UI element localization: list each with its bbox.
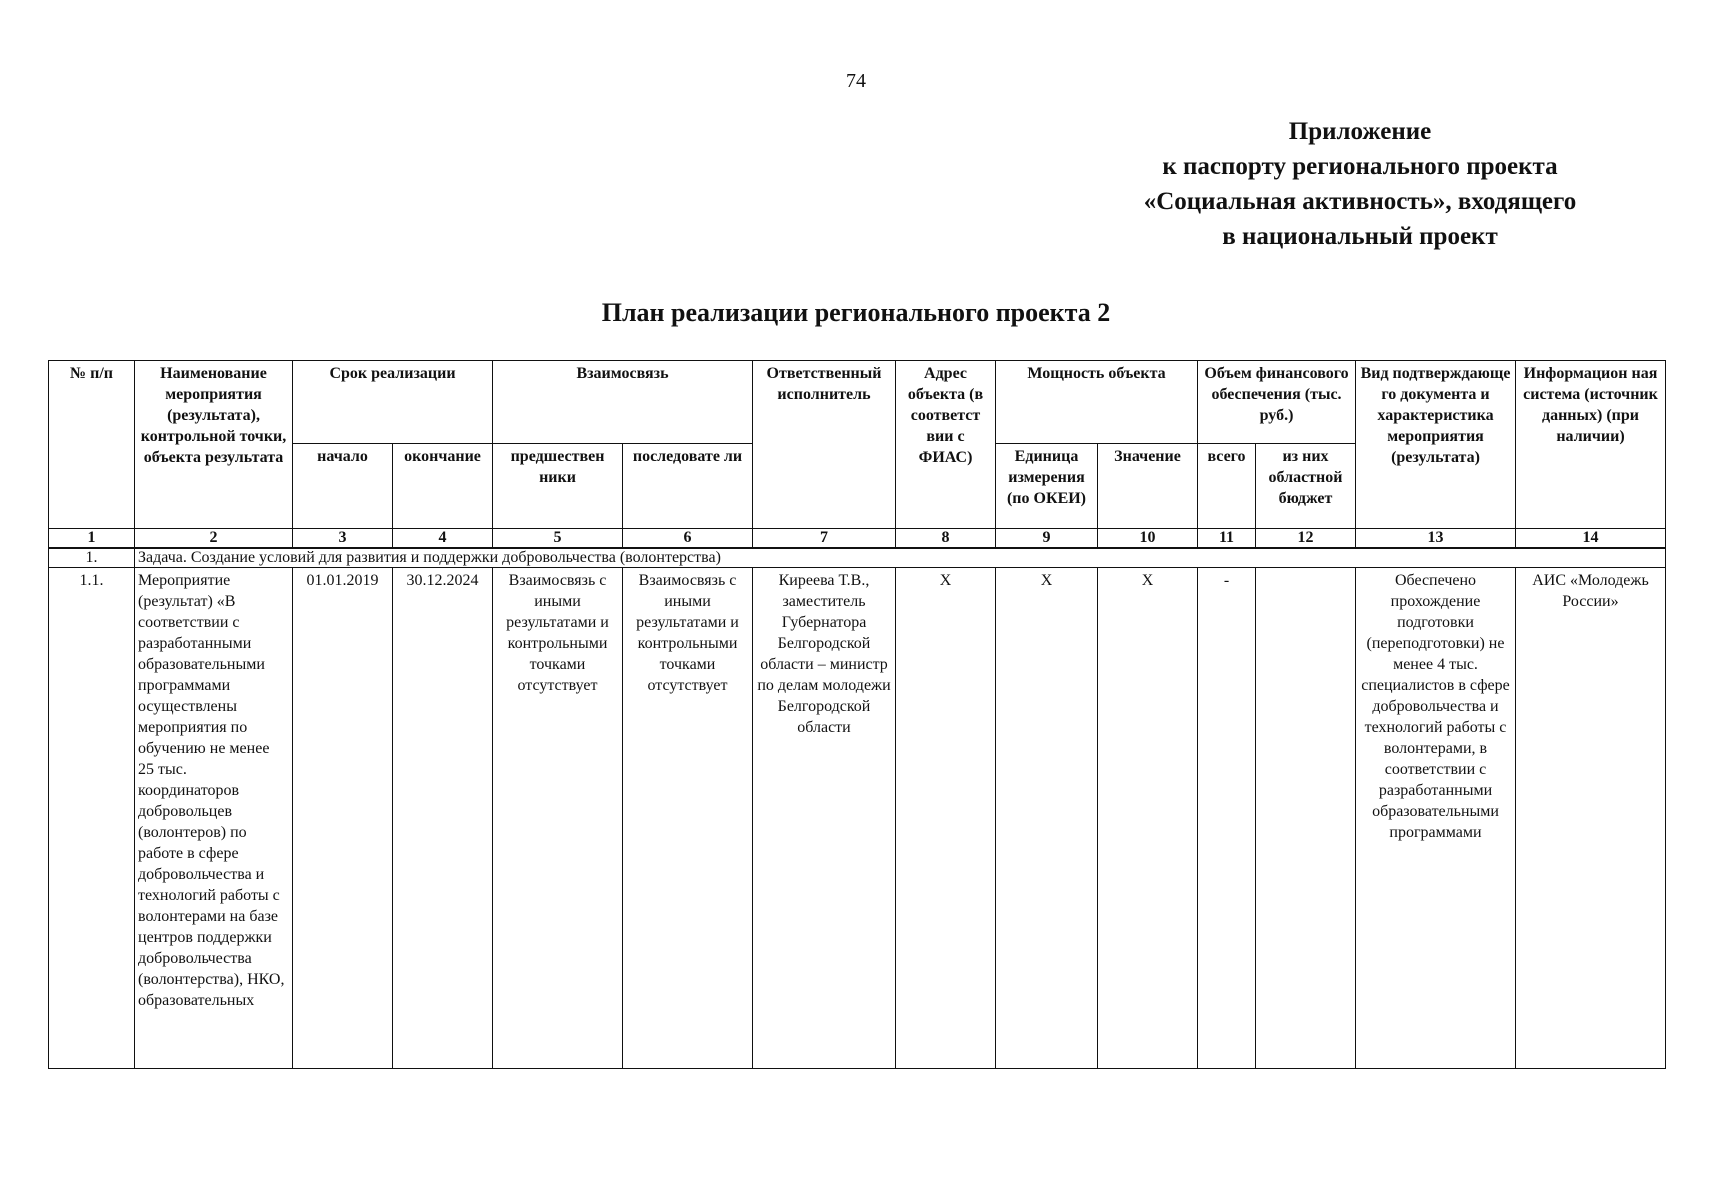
- row-finance-total: -: [1198, 568, 1256, 1069]
- row-name: Мероприятие (результат) «В соответствии с разработанными образовательными программами осуществлены мероприятия по обучению не менее 25 тыс. координаторов добровольцев (волонтеров) по работе в сфере добровольчества и технологий работы с волонтерами на базе центров поддержки добровольчества (волонтерства), НКО, образовательных: [135, 568, 293, 1069]
- header-term-start: начало: [293, 444, 393, 529]
- task-text: Задача. Создание условий для развития и поддержки добровольчества (волонтерства): [135, 548, 1666, 568]
- column-number: 10: [1098, 529, 1198, 549]
- header-relation-prev: предшествен ники: [493, 444, 623, 529]
- header-finance-total: всего: [1198, 444, 1256, 529]
- plan-table: [48, 360, 1666, 1069]
- column-number: 9: [996, 529, 1098, 549]
- appendix-line-2: к паспорту регионального проекта: [1162, 153, 1558, 180]
- row-value: X: [1098, 568, 1198, 1069]
- row-end-date: 30.12.2024: [393, 568, 493, 1069]
- header-document: Вид подтверждающе го документа и характеристика мероприятия (результата): [1356, 361, 1516, 529]
- header-responsible: Ответственный исполнитель: [753, 361, 896, 529]
- appendix-heading: [1080, 114, 1640, 254]
- column-number: 6: [623, 529, 753, 549]
- column-number: 12: [1256, 529, 1356, 549]
- appendix-line-1: Приложение: [1288, 118, 1432, 145]
- appendix-line-3: «Социальная активность», входящего: [1143, 188, 1577, 215]
- column-number: 7: [753, 529, 896, 549]
- column-number: 2: [135, 529, 293, 549]
- row-successors: Взаимосвязь с иными результатами и контрольными точками отсутствует: [623, 568, 753, 1069]
- header-finance: Объем финансового обеспечения (тыс. руб.): [1198, 361, 1356, 444]
- plan-title: План реализации регионального проекта 2: [601, 298, 1111, 327]
- task-num: 1.: [49, 548, 135, 568]
- row-start-date: 01.01.2019: [293, 568, 393, 1069]
- header-relation-next: последовате ли: [623, 444, 753, 529]
- row-predecessors: Взаимосвязь с иными результатами и контрольными точками отсутствует: [493, 568, 623, 1069]
- header-relation: Взаимосвязь: [493, 361, 753, 444]
- header-term: Срок реализации: [293, 361, 493, 444]
- header-finance-regional: из них областной бюджет: [1256, 444, 1356, 529]
- table-row: [49, 568, 1666, 1069]
- row-num: 1.1.: [49, 568, 135, 1069]
- header-row-top: [49, 361, 1666, 444]
- column-number: 4: [393, 529, 493, 549]
- column-number: 8: [896, 529, 996, 549]
- column-number: 13: [1356, 529, 1516, 549]
- header-info-system: Информацион ная система (источник данных) (при наличии): [1516, 361, 1666, 529]
- header-num: № п/п: [49, 361, 135, 529]
- header-address: Адрес объекта (в соответст вии с ФИАС): [896, 361, 996, 529]
- row-responsible: Киреева Т.В., заместитель Губернатора Белгородской области – министр по делам молодежи Белгородской области: [753, 568, 896, 1069]
- row-finance-regional: [1256, 568, 1356, 1069]
- header-term-end: окончание: [393, 444, 493, 529]
- column-number: 1: [49, 529, 135, 549]
- task-row: [49, 548, 1666, 568]
- appendix-line-4: в национальный проект: [1222, 223, 1498, 250]
- row-address: X: [896, 568, 996, 1069]
- page-number: 74: [846, 70, 866, 92]
- column-number: 3: [293, 529, 393, 549]
- row-info-system: АИС «Молодежь России»: [1516, 568, 1666, 1069]
- column-number: 11: [1198, 529, 1256, 549]
- header-capacity-unit: Единица измерения (по ОКЕИ): [996, 444, 1098, 529]
- column-number: 14: [1516, 529, 1666, 549]
- row-unit: X: [996, 568, 1098, 1069]
- column-numbers-row: [49, 529, 1666, 549]
- header-capacity-value: Значение: [1098, 444, 1198, 529]
- header-name: Наименование мероприятия (результата), контрольной точки, объекта результата: [135, 361, 293, 529]
- row-document: Обеспечено прохождение подготовки (переподготовки) не менее 4 тыс. специалистов в сфере добровольчества и технологий работы с волонтерами, в соответствии с разработанными образовательными программами: [1356, 568, 1516, 1069]
- column-number: 5: [493, 529, 623, 549]
- header-capacity: Мощность объекта: [996, 361, 1198, 444]
